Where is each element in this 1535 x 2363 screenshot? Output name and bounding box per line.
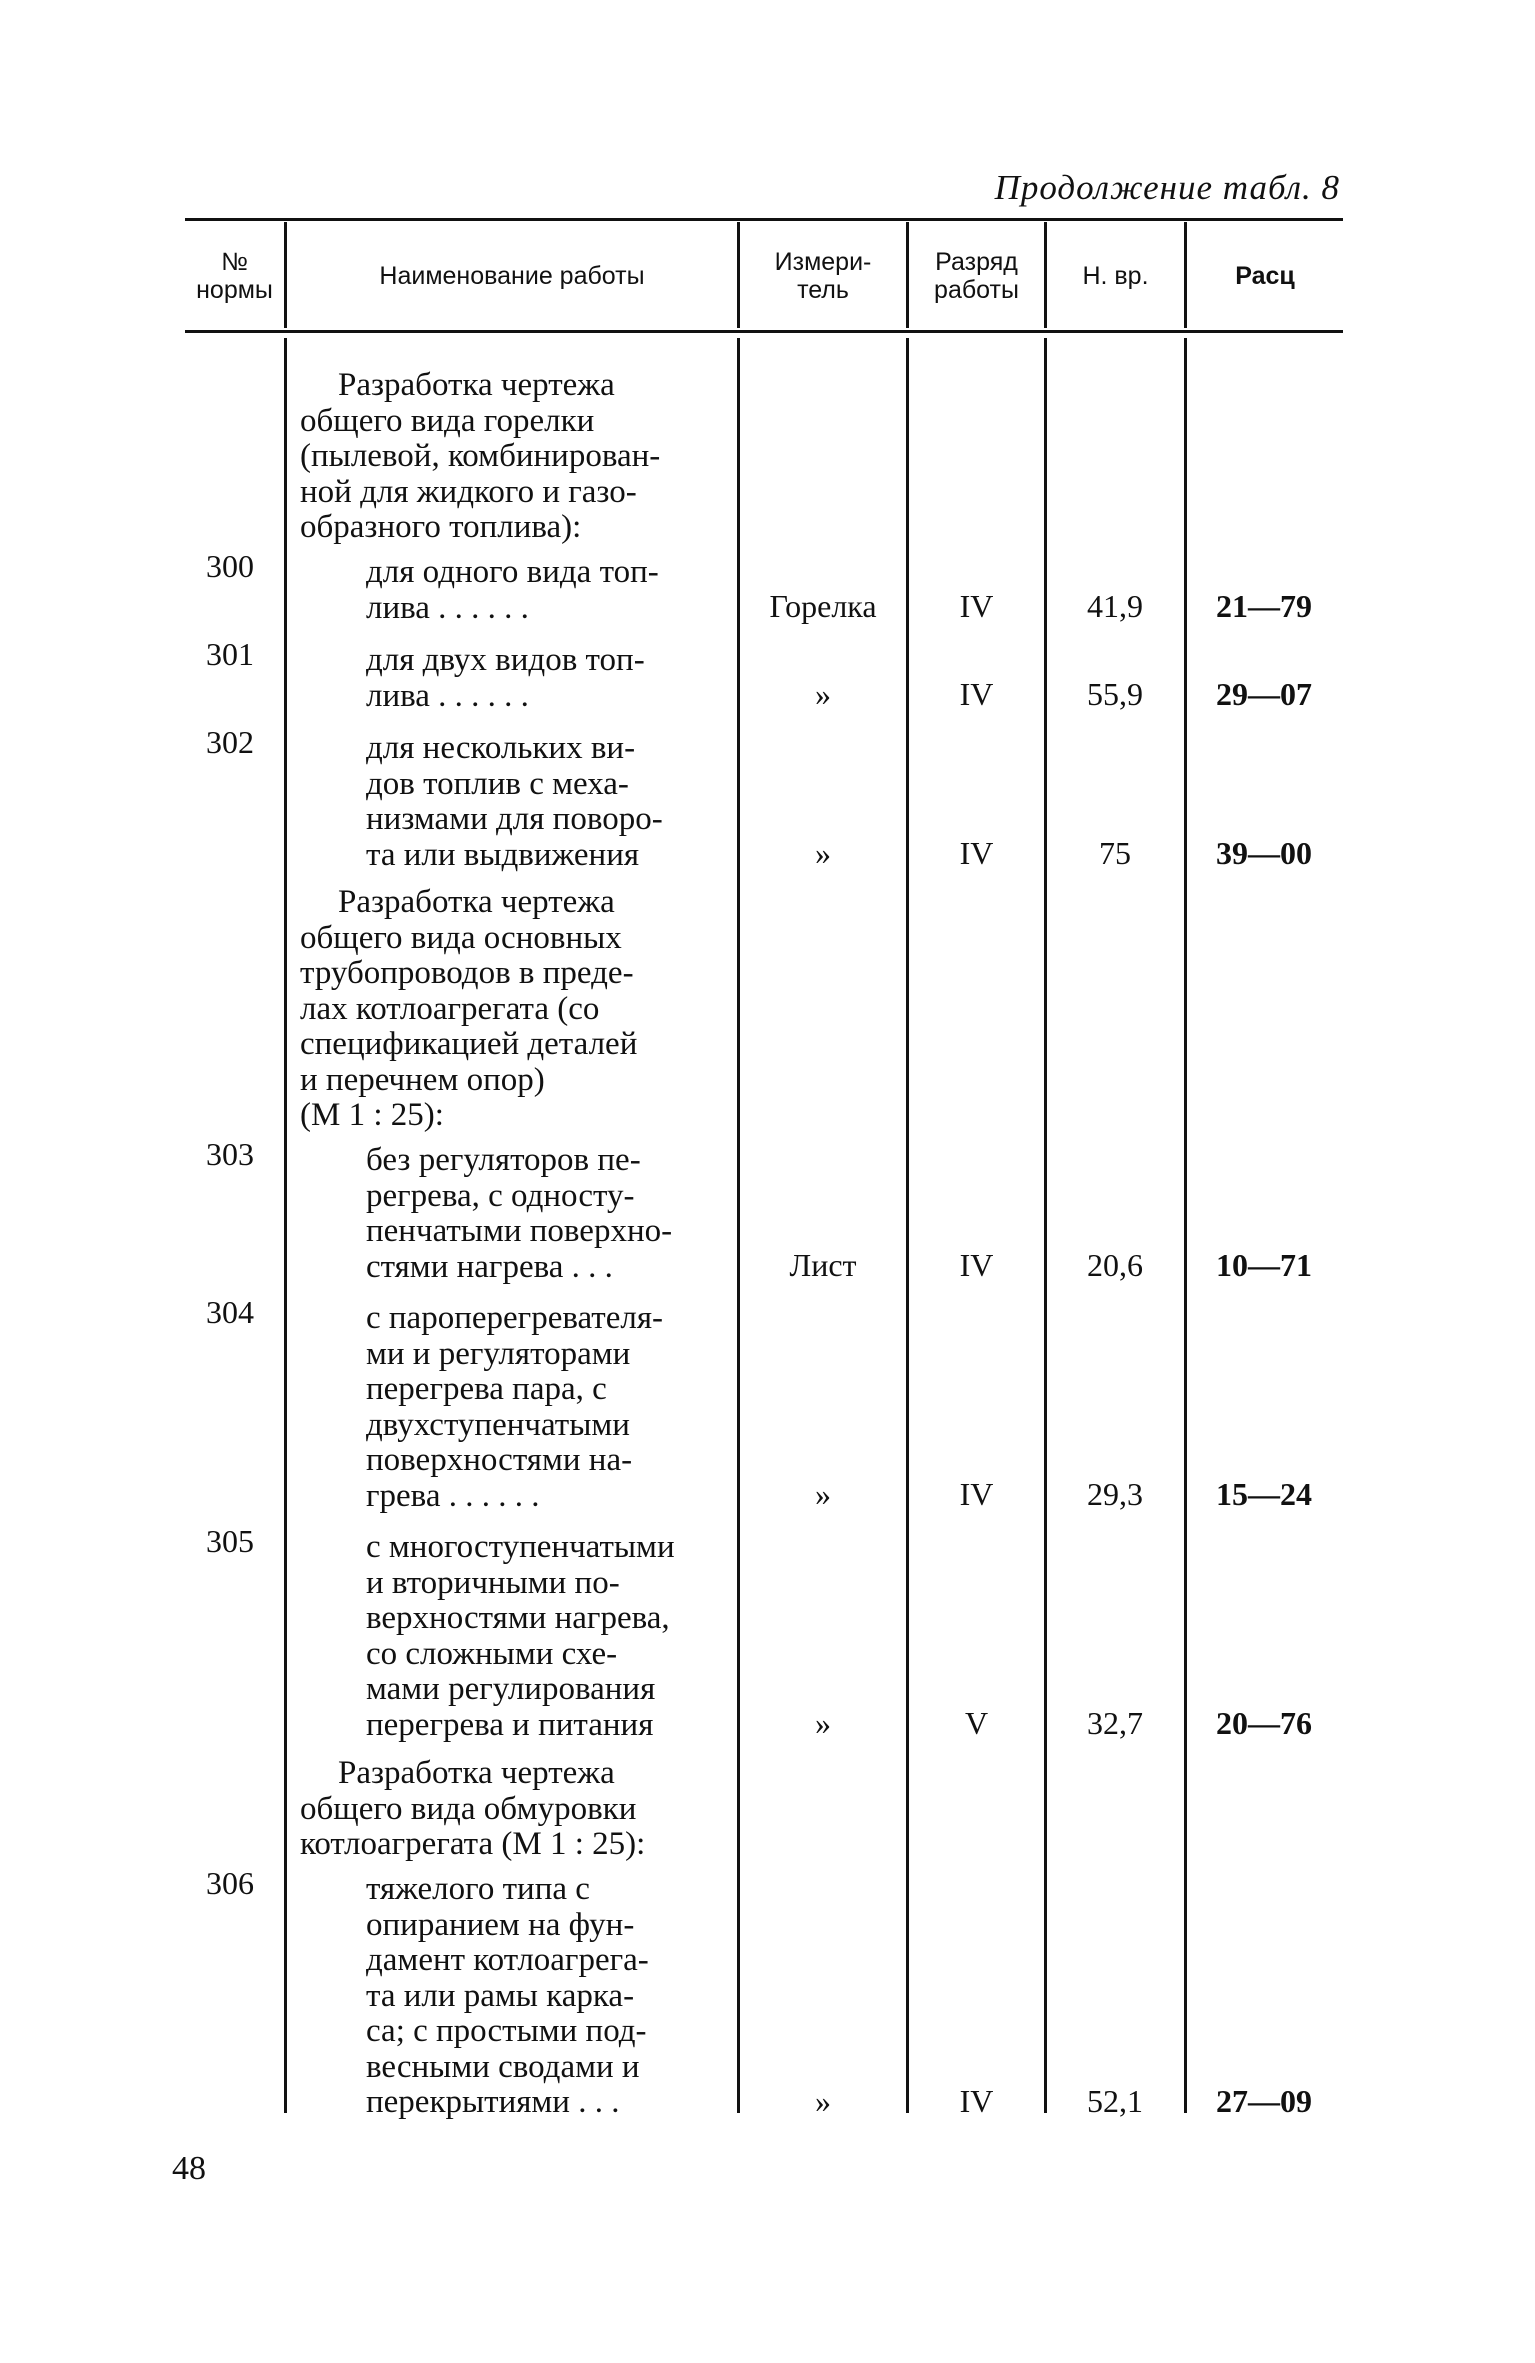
- text-line: трубопроводов в преде-: [300, 955, 634, 991]
- rate-cell: 39—00: [1216, 835, 1312, 871]
- text-line: лива . . . . . .: [366, 677, 529, 714]
- column-header-number-line: №: [221, 248, 248, 276]
- text-line: общего вида горелки: [300, 402, 595, 439]
- rate-cell: 21—79: [1216, 588, 1312, 624]
- work-item: [366, 1530, 724, 1743]
- column-header-time-text: Н. вр.: [1082, 262, 1149, 290]
- column-header-grade-line: Разряд: [935, 248, 1018, 276]
- text-line: для двух видов топ-: [366, 642, 645, 678]
- text-line: общего вида основных: [300, 919, 622, 956]
- work-item: [366, 555, 724, 626]
- text-line: стями нагрева . . .: [366, 1248, 613, 1285]
- text-line: весными сводами и: [366, 2048, 640, 2085]
- grade-cell: IV: [959, 835, 994, 871]
- text-line: образного топлива):: [300, 509, 582, 545]
- text-line: лах котлоагрегата (со: [300, 990, 600, 1027]
- measure-cell: »: [815, 676, 831, 712]
- text-line: дов топлив с меха-: [366, 765, 629, 802]
- text-line: поверхностями на-: [366, 1442, 633, 1478]
- column-header-measure-line: тель: [797, 276, 849, 304]
- table-continuation-title: Продолжение табл. 8: [994, 168, 1340, 207]
- measure-cell: »: [815, 1476, 831, 1512]
- text-line: общего вида обмуровки: [300, 1790, 637, 1827]
- text-line: без регуляторов пе-: [366, 1142, 641, 1178]
- text-line: Разработка чертежа: [338, 1755, 615, 1791]
- text-line: с многоступенчатыми: [366, 1529, 675, 1565]
- work-item: [366, 1301, 724, 1514]
- norm-number: 306: [206, 1865, 254, 1901]
- text-line: дамент котлоагрега-: [366, 1942, 649, 1978]
- column-header-number-line: нормы: [196, 276, 273, 304]
- column-header-name: [287, 222, 737, 330]
- text-line: та или выдвижения: [366, 836, 640, 873]
- text-line: котлоагрегата (М 1 : 25):: [300, 1826, 646, 1862]
- column-header-name-text: Наименование работы: [379, 262, 645, 290]
- text-line: двухступенчатыми: [366, 1406, 630, 1443]
- grade-cell: IV: [959, 588, 994, 624]
- header-bottom-rule: [185, 330, 1343, 333]
- text-line: низмами для поворо-: [366, 801, 663, 837]
- time-cell: 55,9: [1087, 676, 1143, 712]
- measure-cell: »: [815, 2083, 831, 2119]
- rate-cell: 15—24: [1216, 1476, 1312, 1512]
- work-item: [366, 643, 724, 714]
- text-line: перегрева и питания: [366, 1706, 654, 1743]
- table-top-rule: [185, 218, 1343, 221]
- grade-cell: IV: [959, 2083, 994, 2119]
- text-line: (М 1 : 25):: [300, 1097, 444, 1133]
- page-number: 48: [172, 2150, 206, 2187]
- norm-number: 305: [206, 1523, 254, 1559]
- rate-cell: 27—09: [1216, 2083, 1312, 2119]
- grade-cell: IV: [959, 676, 994, 712]
- text-line: и вторичными по-: [366, 1564, 620, 1601]
- column-header-time: [1047, 222, 1184, 330]
- text-line: верхностями нагрева,: [366, 1600, 670, 1636]
- norm-number: 301: [206, 636, 254, 672]
- rate-cell: 20—76: [1216, 1705, 1312, 1741]
- grade-cell: IV: [959, 1476, 994, 1512]
- time-cell: 32,7: [1087, 1705, 1143, 1741]
- text-line: регрева, с односту-: [366, 1177, 635, 1214]
- time-cell: 20,6: [1087, 1247, 1143, 1283]
- text-line: та или рамы карка-: [366, 1977, 635, 2014]
- text-line: спецификацией деталей: [300, 1026, 638, 1062]
- text-line: для одного вида топ-: [366, 554, 659, 590]
- time-cell: 52,1: [1087, 2083, 1143, 2119]
- text-line: опиранием на фун-: [366, 1906, 635, 1943]
- time-cell: 29,3: [1087, 1476, 1143, 1512]
- norm-number: 302: [206, 724, 254, 760]
- measure-cell: »: [815, 1705, 831, 1741]
- group-heading: [300, 885, 724, 1134]
- column-header-grade-line: работы: [934, 276, 1019, 304]
- body-divider: [284, 338, 287, 2113]
- norm-number: 303: [206, 1136, 254, 1172]
- norm-number: 304: [206, 1294, 254, 1330]
- work-item: [366, 731, 724, 873]
- column-header-measure: [740, 222, 906, 330]
- column-header-grade: [909, 222, 1044, 330]
- text-line: и перечнем опор): [300, 1061, 545, 1098]
- text-line: мами регулирования: [366, 1671, 656, 1707]
- rate-cell: 10—71: [1216, 1247, 1312, 1283]
- text-line: со сложными схе-: [366, 1635, 618, 1672]
- text-line: (пылевой, комбинирован-: [300, 438, 661, 474]
- text-line: для нескольких ви-: [366, 730, 636, 766]
- work-item: [366, 1143, 724, 1285]
- text-line: са; с простыми под-: [366, 2013, 647, 2049]
- work-item: [366, 1872, 724, 2121]
- group-heading: [300, 1756, 724, 1863]
- text-line: с пароперегревателя-: [366, 1300, 663, 1336]
- norm-number: 300: [206, 548, 254, 584]
- text-line: ной для жидкого и газо-: [300, 473, 637, 510]
- measure-cell: Горелка: [769, 588, 877, 624]
- measure-cell: Лист: [789, 1247, 857, 1283]
- column-header-number: [185, 222, 284, 330]
- column-header-rate: [1187, 222, 1343, 330]
- time-cell: 41,9: [1087, 588, 1143, 624]
- text-line: перегрева пара, с: [366, 1371, 607, 1407]
- text-line: Разработка чертежа: [338, 367, 615, 403]
- grade-cell: V: [964, 1705, 989, 1741]
- rate-cell: 29—07: [1216, 676, 1312, 712]
- group-heading: [300, 368, 724, 546]
- text-line: лива . . . . . .: [366, 589, 529, 626]
- grade-cell: IV: [959, 1247, 994, 1283]
- time-cell: 75: [1099, 835, 1131, 871]
- measure-cell: »: [815, 835, 831, 871]
- column-header-rate-text: Расц: [1235, 262, 1295, 290]
- text-line: пенчатыми поверхно-: [366, 1213, 673, 1249]
- text-line: Разработка чертежа: [338, 884, 615, 920]
- text-line: ми и регуляторами: [366, 1335, 631, 1372]
- text-line: грева . . . . . .: [366, 1477, 540, 1514]
- text-line: тяжелого типа с: [366, 1871, 590, 1907]
- column-header-measure-line: Измери-: [774, 248, 872, 276]
- text-line: перекрытиями . . .: [366, 2084, 620, 2120]
